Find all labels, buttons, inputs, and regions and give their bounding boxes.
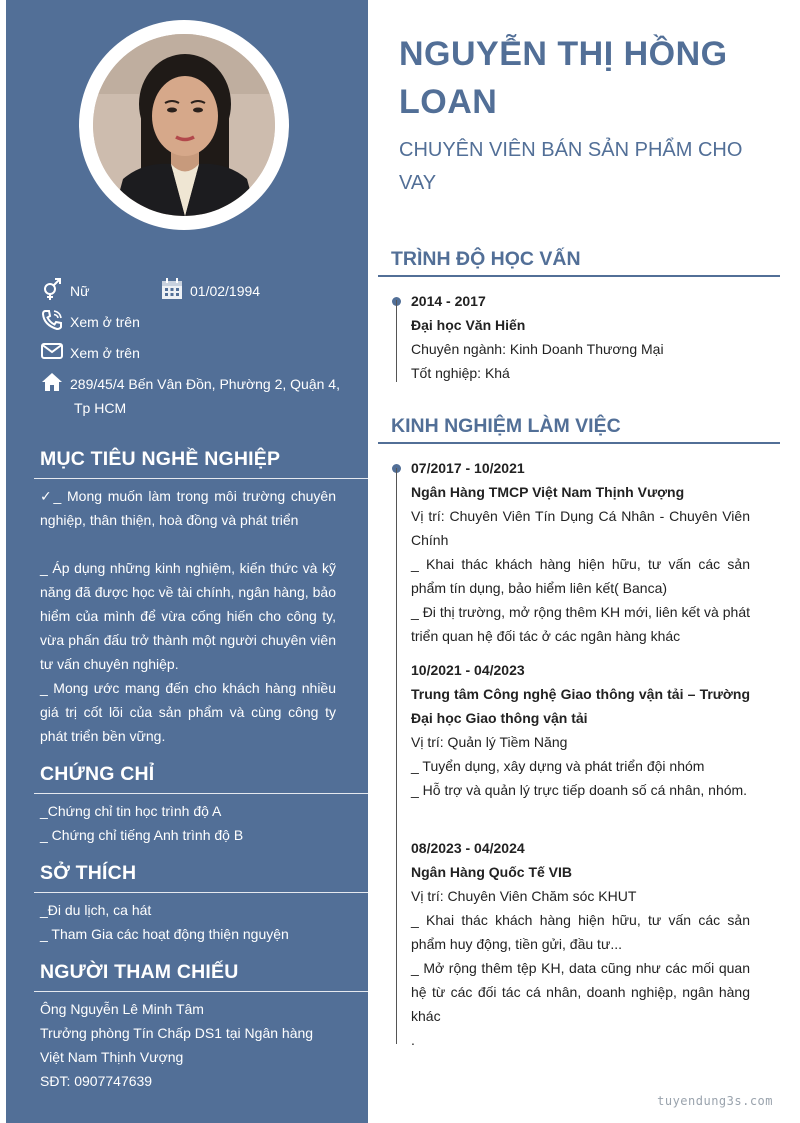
email-icon [40,339,64,363]
education-timeline-line [396,300,397,382]
education-school: Đại học Văn Hiến [411,317,526,333]
hobby-item: _Đi du lịch, ca hát [40,902,152,918]
education-major: Chuyên ngành: Kinh Doanh Thương Mại [411,341,664,357]
candidate-name: NGUYỄN THỊ HỒNG LOAN [399,35,728,121]
job-company: Ngân Hàng TMCP Việt Nam Thịnh Vượng [411,484,685,500]
gender-value: Nữ [70,283,90,299]
reference-phone: SĐT: 0907747639 [40,1073,153,1089]
objective-p1: ✓_ Mong muốn làm trong môi trường chuyên nghiệp, thân thiện, hoà đồng và phát triển [40,488,336,528]
job-role: Vị trí: Chuyên Viên Tín Dụng Cá Nhân - Chuyên Viên Chính [411,508,750,548]
email-value: Xem ở trên [70,345,140,361]
home-icon [40,370,64,394]
job-period: 08/2023 - 04/2024 [411,840,525,856]
job-period: 07/2017 - 10/2021 [411,460,525,476]
education-entry [411,289,750,385]
hobbies-title: SỞ THÍCH [40,862,137,884]
hobbies-list [40,898,336,946]
experience-title: KINH NGHIỆM LÀM VIỆC [391,415,621,437]
reference-details [40,997,336,1093]
education-title: TRÌNH ĐỘ HỌC VẤN [391,248,581,270]
job-duty: _ Mở rộng thêm tệp KH, data cũng như các mối quan hệ từ các đối tác cá nhân, doanh nghiệp, ngân hàng khác [411,960,750,1024]
reference-divider [34,991,368,992]
certificate-item: _ Chứng chỉ tiếng Anh trình độ B [40,827,244,843]
certificates-list [40,799,336,847]
job-duty: _ Hỗ trợ và quản lý trực tiếp doanh số cá nhân, nhóm. [411,782,748,798]
hobby-item: _ Tham Gia các hoạt động thiện nguyện [40,926,289,942]
experience-divider [378,442,780,444]
job-duty: _ Khai thác khách hàng hiện hữu, tư vấn các sản phẩm huy động, tiền gửi, đầu tư... [411,912,750,952]
calendar-icon [160,277,184,301]
avatar-frame [79,20,289,230]
job-title: CHUYÊN VIÊN BÁN SẢN PHẨM CHO VAY [399,139,743,194]
phone-icon [40,308,64,332]
education-divider [378,275,780,277]
reference-title: NGƯỜI THAM CHIẾU [40,961,239,983]
avatar-portrait [93,34,275,216]
job-entry [411,456,750,648]
address-city: Tp HCM [74,400,127,416]
reference-name: Ông Nguyễn Lê Minh Tâm [40,1001,204,1017]
objective-p3: _ Mong ước mang đến cho khách hàng nhiều giá trị cốt lõi của sản phẩm và cùng công ty phát triển bền vững. [40,680,336,744]
reference-position: Trưởng phòng Tín Chấp DS1 tại Ngân hàng Việt Nam Thịnh Vượng [40,1025,314,1065]
address-value: 289/45/4 Bến Vân Đồn, Phường 2, Quận 4, [70,376,340,392]
gender-icon [40,277,64,301]
objective-divider [34,478,368,479]
job-duty: _ Khai thác khách hàng hiện hữu, tư vấn các sản phẩm tín dụng, bảo hiểm liên kết( Banca) [411,556,750,596]
job-period: 10/2021 - 04/2023 [411,662,525,678]
objective-p2: _ Áp dụng những kinh nghiệm, kiến thức và kỹ năng đã được học về tài chính, ngân hàng, bảo hiểm của mình để vừa cống hiến cho công ty, vừa phấn đấu trở thành một người chuyên viên tư vấn chuyên nghiệp. [40,560,336,672]
certificates-divider [34,793,368,794]
certificates-title: CHỨNG CHỈ [40,763,155,785]
objective-text [40,484,336,748]
avatar [93,34,275,216]
job-company: Trung tâm Công nghệ Giao thông vận tải – Trường Đại học Giao thông vận tải [411,686,750,726]
experience-timeline-line [396,468,397,1044]
certificate-item: _Chứng chỉ tin học trình độ A [40,803,222,819]
job-role: Vị trí: Chuyên Viên Chăm sóc KHUT [411,888,637,904]
hobbies-divider [34,892,368,893]
sidebar [6,0,368,1123]
job-duty: . [411,1032,415,1048]
job-company: Ngân Hàng Quốc Tế VIB [411,864,573,880]
education-grade: Tốt nghiệp: Khá [411,365,510,381]
education-period: 2014 - 2017 [411,293,486,309]
objective-title: MỤC TIÊU NGHỀ NGHIỆP [40,448,281,470]
watermark: tuyendung3s.com [657,1094,773,1108]
job-role: Vị trí: Quản lý Tiềm Năng [411,734,568,750]
dob-value: 01/02/1994 [190,283,261,299]
job-entry [411,836,750,1052]
job-duty: _ Tuyển dụng, xây dựng và phát triển đội nhóm [411,758,705,774]
job-entry [411,658,750,802]
phone-value: Xem ở trên [70,314,140,330]
job-duty: _ Đi thị trường, mở rộng thêm KH mới, liên kết và phát triển quan hệ đối tác ở các ngân hàng khác [411,604,750,644]
